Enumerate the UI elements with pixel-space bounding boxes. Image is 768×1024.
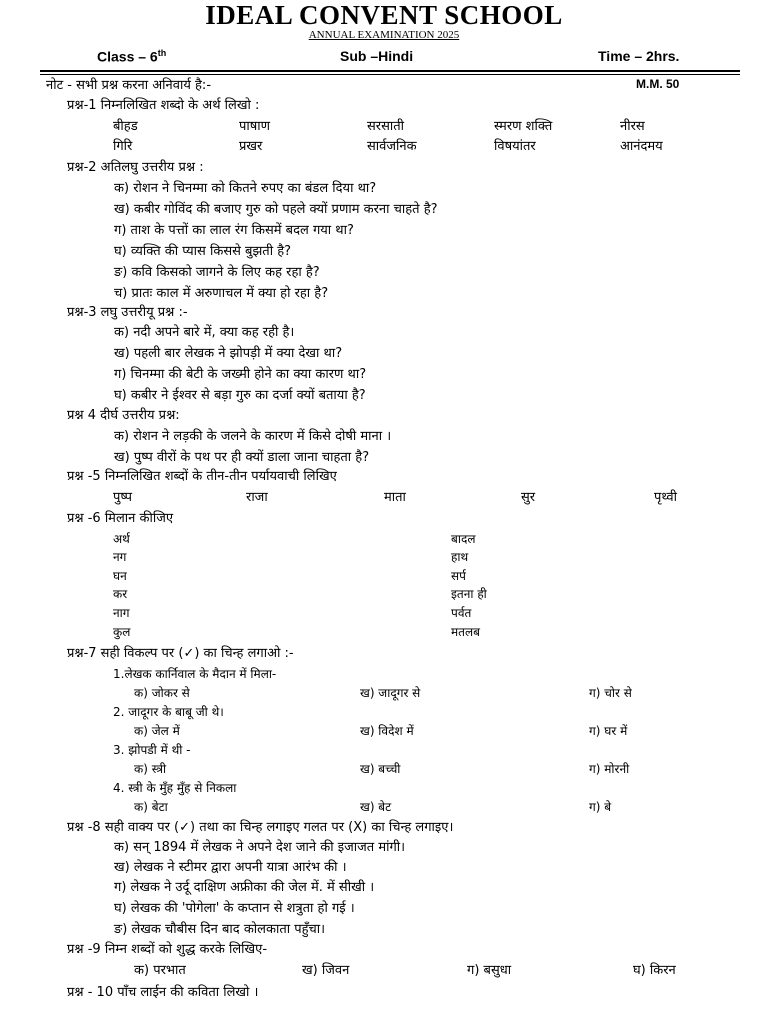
q8-item: क) सन् 1894 में लेखक ने अपने देश जाने की इजाजत मांगी। bbox=[114, 840, 406, 855]
q7-option: ख) बेट bbox=[360, 800, 392, 814]
q2-item: ख) कबीर गोविंद की बजाए गुरु को पहले क्यों प्रणाम करना चाहते है? bbox=[114, 202, 438, 217]
q9-option: ख) जिवन bbox=[302, 963, 350, 978]
q7-option: ख) बच्ची bbox=[360, 762, 401, 776]
q7-subquestion: 1.लेखक कार्निवाल के मैदान में मिला- bbox=[113, 667, 277, 681]
q7-option: ग) घर में bbox=[589, 724, 628, 738]
q6-left-item: नाग bbox=[113, 606, 130, 620]
q6-right-item: मतलब bbox=[451, 625, 481, 639]
question-2-title: प्रश्न-2 अतिलघु उत्तरीय प्रश्न : bbox=[67, 160, 204, 175]
q1-word: सरसाती bbox=[367, 119, 405, 134]
q6-right-item: बादल bbox=[451, 532, 476, 546]
question-1-title: प्रश्न-1 निम्नलिखित शब्दो के अर्थ लिखो : bbox=[67, 98, 260, 113]
q2-item: ङ) कवि किसको जागने के लिए कह रहा है? bbox=[114, 265, 320, 280]
question-10-title: प्रश्न - 10 पाँच लाईन की कविता लिखो । bbox=[67, 985, 259, 1000]
q5-word: सुर bbox=[521, 490, 536, 505]
instruction-note: नोट - सभी प्रश्न करना अनिवार्य है:- bbox=[46, 78, 212, 93]
q8-item: ख) लेखक ने स्टीमर द्वारा अपनी यात्रा आरंभ की । bbox=[114, 860, 347, 875]
q5-word: पृथ्वी bbox=[654, 490, 677, 505]
q9-option: घ) किरन bbox=[633, 963, 676, 978]
q7-option: क) जोकर से bbox=[134, 686, 190, 700]
q3-item: घ) कबीर ने ईश्वर से बड़ा गुरु का दर्जा क्यों बताया है? bbox=[114, 388, 366, 403]
q2-item: ग) ताश के पत्तों का लाल रंग किसमें बदल गया था? bbox=[114, 223, 354, 238]
q7-option: ख) जादूगर से bbox=[360, 686, 421, 700]
q3-item: ग) चिनम्मा की बेटी के जख्मी होने का क्या कारण था? bbox=[114, 367, 367, 382]
q1-word: गिरि bbox=[113, 139, 133, 154]
q4-item: ख) पुष्प वीरों के पथ पर ही क्यों डाला जाना चाहता है? bbox=[114, 450, 370, 465]
q2-item: क) रोशन ने चिनम्मा को कितने रुपए का बंडल दिया था? bbox=[114, 181, 377, 196]
q7-subquestion: 3. झोपडी में थी - bbox=[113, 743, 191, 757]
q1-word: बीहड bbox=[113, 119, 138, 134]
q1-word: आनंदमय bbox=[620, 139, 663, 154]
question-4-title: प्रश्न 4 दीर्घ उत्तरीय प्रश्न: bbox=[67, 408, 180, 423]
q1-word: पाषाण bbox=[239, 119, 271, 134]
q7-option: ख) विदेश में bbox=[360, 724, 414, 738]
subject-label: Sub –Hindi bbox=[340, 48, 414, 64]
time-label: Time – 2hrs. bbox=[598, 48, 680, 64]
q6-left-item: अर्थ bbox=[113, 532, 130, 546]
question-6-title: प्रश्न -6 मिलान कीजिए bbox=[67, 511, 174, 526]
q2-item: च) प्रातः काल में अरुणाचल में क्या हो रहा है? bbox=[114, 286, 329, 301]
q6-right-item: हाथ bbox=[451, 550, 469, 564]
class-label: Class – 6th bbox=[97, 48, 167, 65]
question-5-title: प्रश्न -5 निम्नलिखित शब्दों के तीन-तीन पर्यायवाची लिखिए bbox=[67, 469, 337, 484]
q1-word: सार्वजनिक bbox=[367, 139, 417, 154]
question-9-title: प्रश्न -9 निम्न शब्दों को शुद्ध करके लिखिए- bbox=[67, 942, 268, 957]
question-3-title: प्रश्न-3 लघु उत्तरीयू प्रश्न :- bbox=[67, 305, 188, 320]
q7-option: क) जेल में bbox=[134, 724, 180, 738]
q7-option: ग) मोरनी bbox=[589, 762, 630, 776]
max-marks: M.M. 50 bbox=[636, 77, 680, 91]
q5-word: माता bbox=[384, 490, 406, 505]
q6-right-item: सर्प bbox=[451, 569, 466, 583]
q8-item: ङ) लेखक चौबीस दिन बाद कोलकाता पहुँचा। bbox=[114, 922, 326, 937]
q6-right-item: पर्वत bbox=[451, 606, 472, 620]
q7-subquestion: 2. जादूगर के बाबू जी थे। bbox=[113, 705, 224, 719]
q9-option: ग) बसुधा bbox=[467, 963, 512, 978]
q5-word: राजा bbox=[246, 490, 268, 505]
school-name: IDEAL CONVENT SCHOOL bbox=[205, 0, 563, 30]
q1-word: स्मरण शक्ति bbox=[494, 119, 553, 134]
q6-left-item: नग bbox=[113, 550, 127, 564]
q6-left-item: कुल bbox=[113, 625, 131, 639]
q1-word: विषयांतर bbox=[494, 139, 536, 154]
q7-option: क) बेटा bbox=[134, 800, 168, 814]
q1-word: प्रखर bbox=[239, 139, 263, 154]
q1-word: नीरस bbox=[620, 119, 645, 134]
q8-item: ग) लेखक ने उर्दू दाक्षिण अफ्रीका की जेल में. में सीखी । bbox=[114, 880, 375, 895]
q7-subquestion: 4. स्त्री के मुँह मुँह से निकला bbox=[113, 781, 237, 795]
header-divider-thick bbox=[40, 70, 740, 72]
q3-item: क) नदी अपने बारे में, क्या कह रही है। bbox=[114, 325, 295, 340]
q2-item: घ) व्यक्ति की प्यास किससे बुझती है? bbox=[114, 244, 291, 259]
question-7-title: प्रश्न-7 सही विकल्प पर (✓) का चिन्ह लगाओ :- bbox=[67, 646, 294, 661]
q8-item: घ) लेखक की 'पोगेला' के कप्तान से शत्रुता हो गई । bbox=[114, 901, 355, 916]
q6-right-item: इतना ही bbox=[451, 587, 487, 601]
q7-option: ग) चोर से bbox=[589, 686, 632, 700]
q6-left-item: कर bbox=[113, 587, 128, 601]
q5-word: पुष्प bbox=[113, 490, 132, 505]
q3-item: ख) पहली बार लेखक ने झोपड़ी में क्या देखा था? bbox=[114, 346, 343, 361]
q9-option: क) परभात bbox=[134, 963, 186, 978]
exam-title: ANNUAL EXAMINATION 2025 bbox=[308, 29, 460, 41]
question-8-title: प्रश्न -8 सही वाक्य पर (✓) तथा का चिन्ह लगाइए गलत पर (X) का चिन्ह लगाइए। bbox=[67, 820, 454, 835]
q6-left-item: घन bbox=[113, 569, 127, 583]
q4-item: क) रोशन ने लड़की के जलने के कारण में किसे दोषी माना । bbox=[114, 429, 392, 444]
q7-option: ग) बे bbox=[589, 800, 612, 814]
q7-option: क) स्त्री bbox=[134, 762, 167, 776]
